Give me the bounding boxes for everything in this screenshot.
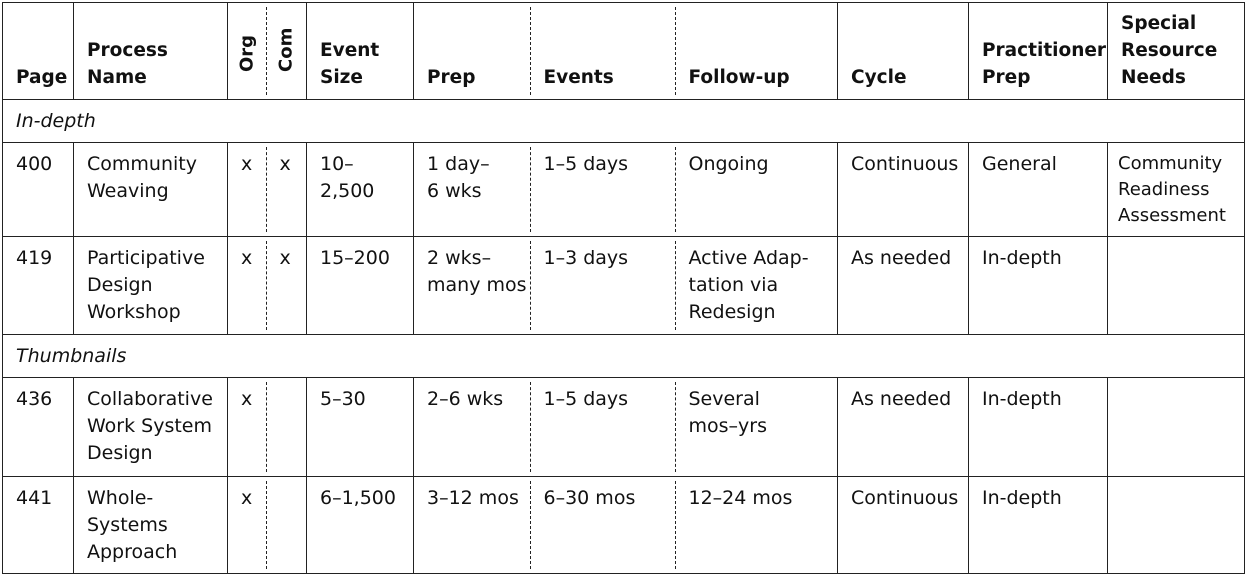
follow-up-cell: 12–24 mos xyxy=(676,477,838,574)
practitioner-prep-cell: In-depth xyxy=(969,237,1108,335)
event-size-cell: 10– 2,500 xyxy=(307,143,414,237)
event-size-cell: 6–1,500 xyxy=(307,477,414,574)
events-cell: 1–5 days xyxy=(531,378,676,477)
follow-up-cell: Ongoing xyxy=(676,143,838,237)
table-row xyxy=(3,143,1245,237)
prep-cell: 2–6 wks xyxy=(414,378,531,477)
special-resource-cell: Community Readiness Assessment xyxy=(1108,143,1245,237)
prep-cell: 2 wks– many mos xyxy=(414,237,531,335)
header-row xyxy=(3,3,1245,100)
header-cycle: Cycle xyxy=(838,3,969,100)
header-page: Page xyxy=(3,3,74,100)
event-size-cell: 5–30 xyxy=(307,378,414,477)
practitioner-prep-cell: In-depth xyxy=(969,378,1108,477)
process-table xyxy=(2,2,1245,574)
page-cell: 441 xyxy=(3,477,74,574)
page-cell: 400 xyxy=(3,143,74,237)
follow-up-cell: Active Adap- tation via Redesign xyxy=(676,237,838,335)
com-cell xyxy=(267,477,307,574)
com-cell: x xyxy=(267,143,307,237)
cycle-cell: As needed xyxy=(838,378,969,477)
header-event-size: Event Size xyxy=(307,3,414,100)
org-cell: x xyxy=(228,237,267,335)
prep-cell: 3–12 mos xyxy=(414,477,531,574)
section-title: In-depth xyxy=(3,100,1245,143)
table-row xyxy=(3,237,1245,335)
process-name-cell: Participative Design Workshop xyxy=(74,237,228,335)
com-cell: x xyxy=(267,237,307,335)
header-org: Org xyxy=(228,3,267,100)
header-prep: Prep xyxy=(414,3,531,100)
cycle-cell: Continuous xyxy=(838,477,969,574)
org-cell: x xyxy=(228,477,267,574)
section-title: Thumbnails xyxy=(3,335,1245,378)
header-special-resource-needs: Special Resource Needs xyxy=(1108,3,1245,100)
header-events: Events xyxy=(531,3,676,100)
special-resource-cell xyxy=(1108,378,1245,477)
section-row-thumbnails xyxy=(3,335,1245,378)
section-row-in-depth xyxy=(3,100,1245,143)
cycle-cell: Continuous xyxy=(838,143,969,237)
process-name-cell: Whole- Systems Approach xyxy=(74,477,228,574)
events-cell: 6–30 mos xyxy=(531,477,676,574)
process-name-cell: Community Weaving xyxy=(74,143,228,237)
org-cell: x xyxy=(228,378,267,477)
table-row xyxy=(3,477,1245,574)
practitioner-prep-cell: General xyxy=(969,143,1108,237)
special-resource-cell xyxy=(1108,237,1245,335)
follow-up-cell: Several mos–yrs xyxy=(676,378,838,477)
event-size-cell: 15–200 xyxy=(307,237,414,335)
page-cell: 419 xyxy=(3,237,74,335)
header-process-name: Process Name xyxy=(74,3,228,100)
prep-cell: 1 day– 6 wks xyxy=(414,143,531,237)
process-name-cell: Collaborative Work System Design xyxy=(74,378,228,477)
practitioner-prep-cell: In-depth xyxy=(969,477,1108,574)
events-cell: 1–5 days xyxy=(531,143,676,237)
header-com: Com xyxy=(267,3,307,100)
header-follow-up: Follow-up xyxy=(676,3,838,100)
table-row xyxy=(3,378,1245,477)
cycle-cell: As needed xyxy=(838,237,969,335)
special-resource-cell xyxy=(1108,477,1245,574)
org-cell: x xyxy=(228,143,267,237)
com-cell xyxy=(267,378,307,477)
header-practitioner-prep: Practitioner Prep xyxy=(969,3,1108,100)
page-cell: 436 xyxy=(3,378,74,477)
events-cell: 1–3 days xyxy=(531,237,676,335)
